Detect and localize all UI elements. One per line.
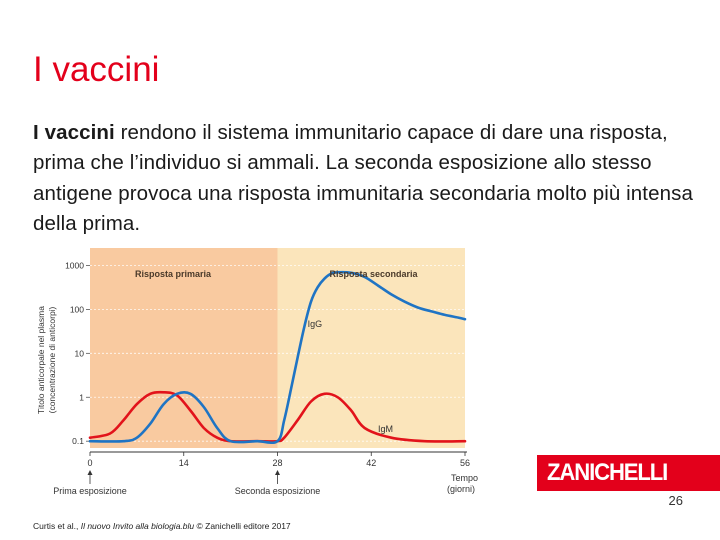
zanichelli-logo: ZANICHELLI [547,459,668,486]
y-tick-label: 10 [74,348,84,359]
region-label-secondary: Risposta secondaria [329,269,418,279]
credit-book-title: Il nuovo Invito alla biologia.blu [80,521,195,531]
event-arrow-head [275,470,280,475]
credit-line [33,521,291,531]
series-label-igm: IgM [377,424,393,435]
y-axis-label: Titolo anticorpale nel plasma [36,306,46,414]
event-label-second: Seconda esposizione [234,486,321,496]
y-tick-label: 1 [79,392,84,403]
body-bold-term: I vaccini [33,121,115,144]
event-arrow-head [88,470,93,475]
x-tick-label: 14 [178,458,189,468]
zanichelli-brand-bar [537,455,720,491]
x-axis-label: Tempo [451,473,479,483]
x-tick-label: 56 [459,458,471,468]
x-tick-label: 28 [272,458,283,468]
page-number: 26 [668,493,683,508]
y-tick-label: 1000 [65,260,84,271]
slide-title: I vaccini [33,50,160,89]
y-tick-label: 0.1 [72,436,84,447]
antibody-response-chart [30,248,490,510]
y-tick-label: 100 [69,304,84,315]
body-text-rest: rendono il sistema immunitario capace di dare una risposta, prima che l’individuo si ammali. La seconda esposizione allo stesso antigene provoca una risposta immunitaria secondaria molto più intensa della prima. [33,121,693,235]
x-tick-label: 0 [87,458,93,468]
series-label-igg: IgG [307,318,323,329]
x-tick-label: 42 [366,458,377,468]
event-label-first: Prima esposizione [53,486,127,496]
y-axis-sublabel: (concentrazione di anticorpi) [47,306,57,414]
credit-suffix: © Zanichelli editore 2017 [194,521,291,531]
credit-prefix: Curtis et al., [33,521,81,531]
slide-body-text [33,118,693,239]
region-label-primary: Risposta primaria [135,269,212,279]
x-axis-unit-label: (giorni) [447,484,476,494]
